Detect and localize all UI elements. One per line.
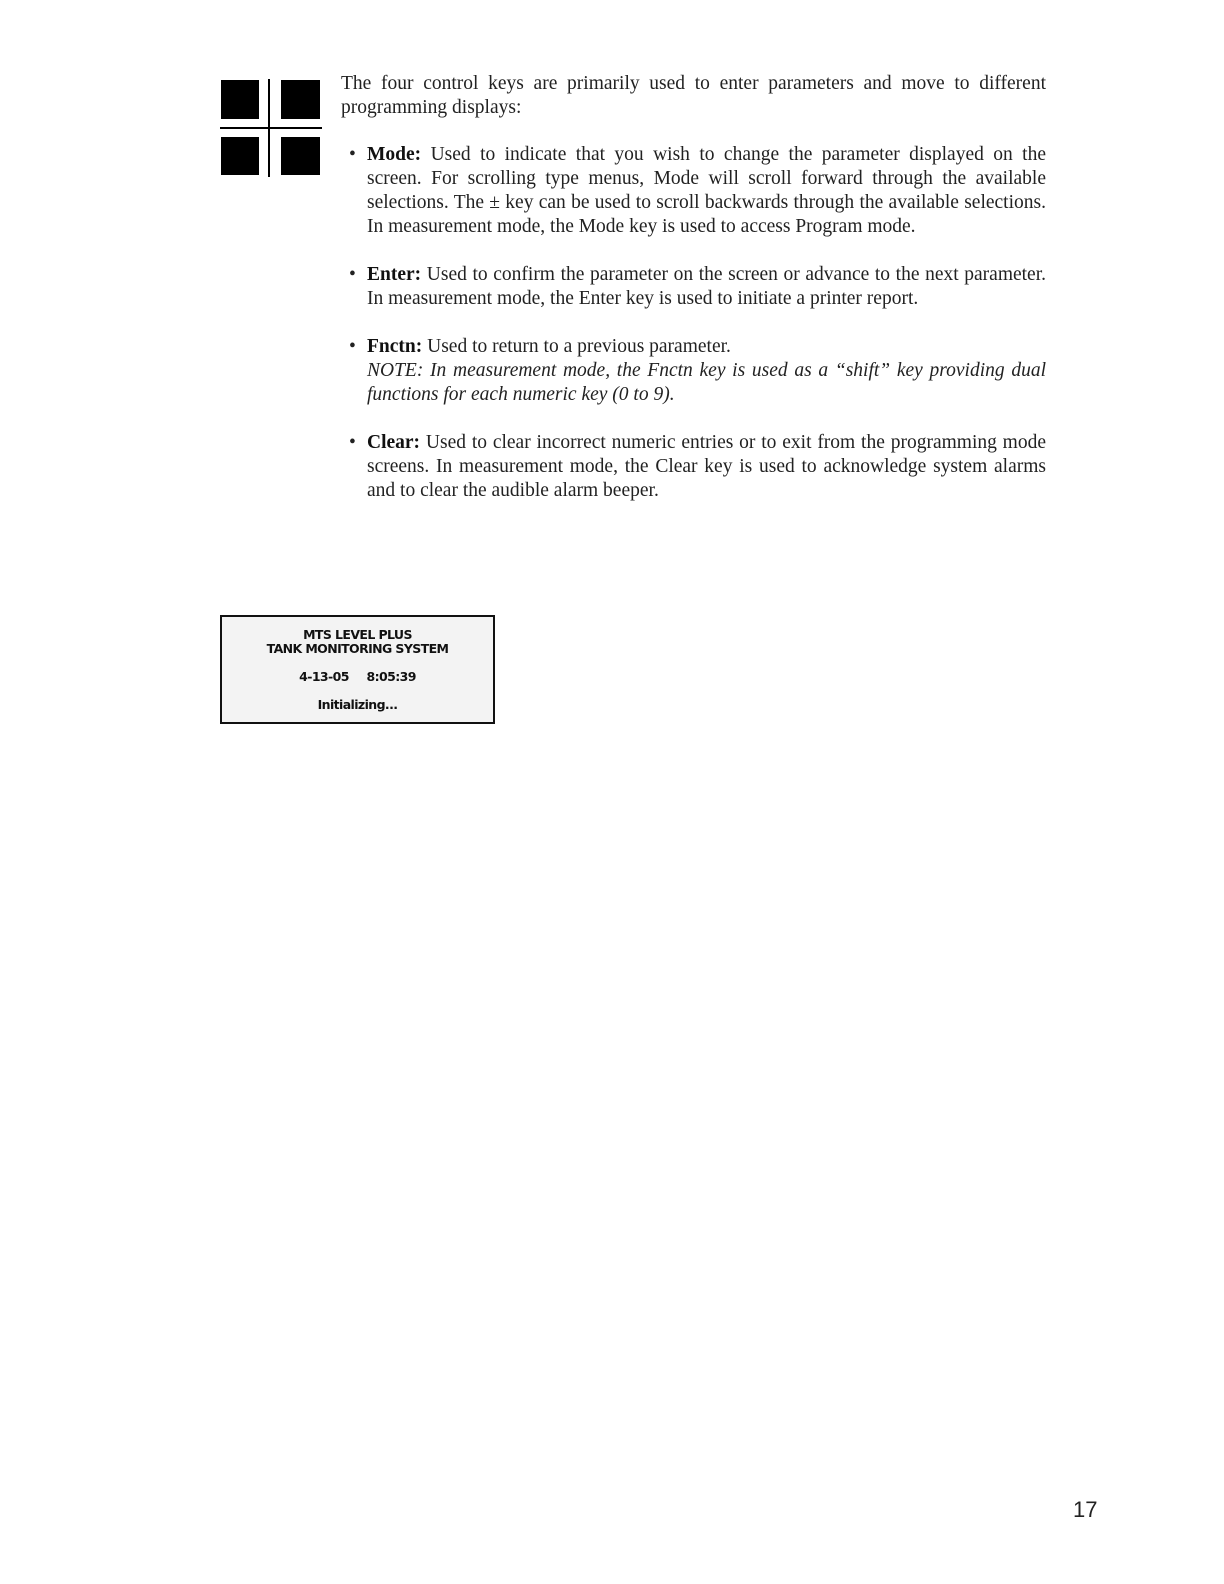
key-note: NOTE: In measurement mode, the Fnctn key is used as a “shift” key providing dual functions for each numeric key (0 to 9). bbox=[367, 360, 1046, 405]
display-line-status: Initializing... bbox=[317, 697, 398, 712]
key-square-icon bbox=[281, 137, 320, 175]
display-line-datetime: 4-13-05 8:05:39 bbox=[299, 669, 416, 684]
bullet: • bbox=[349, 432, 356, 453]
display-line-title: MTS LEVEL PLUS bbox=[303, 627, 412, 642]
key-label: Clear: bbox=[367, 432, 421, 453]
key-item-clear bbox=[341, 431, 1046, 503]
key-item-fnctn bbox=[341, 335, 1046, 407]
key-description: Used to return to a previous parameter. bbox=[427, 336, 731, 357]
lcd-display bbox=[220, 615, 495, 724]
page-number: 17 bbox=[1073, 1497, 1098, 1522]
key-label: Mode: bbox=[367, 144, 422, 165]
bullet: • bbox=[349, 336, 356, 357]
key-square-icon bbox=[281, 80, 320, 119]
key-item-enter bbox=[341, 263, 1046, 311]
key-label: Fnctn: bbox=[367, 336, 423, 357]
key-description: Used to indicate that you wish to change the parameter displayed on the screen. For scrolling type menus, Mode will scroll forward through the available selections. The ± key can be used to scroll backwards through the available selections. In measurement mode, the Mode key is used to access Program mode. bbox=[367, 144, 1047, 237]
bullet: • bbox=[349, 144, 356, 165]
intro-paragraph: The four control keys are primarily used to enter parameters and move to different programming displays: bbox=[341, 73, 1046, 118]
key-label: Enter: bbox=[367, 264, 422, 285]
divider bbox=[220, 127, 322, 129]
control-keys-icon bbox=[220, 79, 322, 177]
key-description: Used to clear incorrect numeric entries or to exit from the programming mode screens. In measurement mode, the Clear key is used to acknowledge system alarms and to clear the audible alarm beeper. bbox=[367, 432, 1047, 501]
key-item-mode bbox=[341, 143, 1046, 239]
key-square-icon bbox=[221, 80, 259, 119]
key-description: Used to confirm the parameter on the screen or advance to the next parameter. In measurement mode, the Enter key is used to initiate a printer report. bbox=[367, 264, 1047, 309]
bullet: • bbox=[349, 264, 356, 285]
key-descriptions bbox=[341, 72, 1046, 527]
key-square-icon bbox=[221, 137, 259, 175]
display-line-subtitle: TANK MONITORING SYSTEM bbox=[266, 641, 449, 656]
